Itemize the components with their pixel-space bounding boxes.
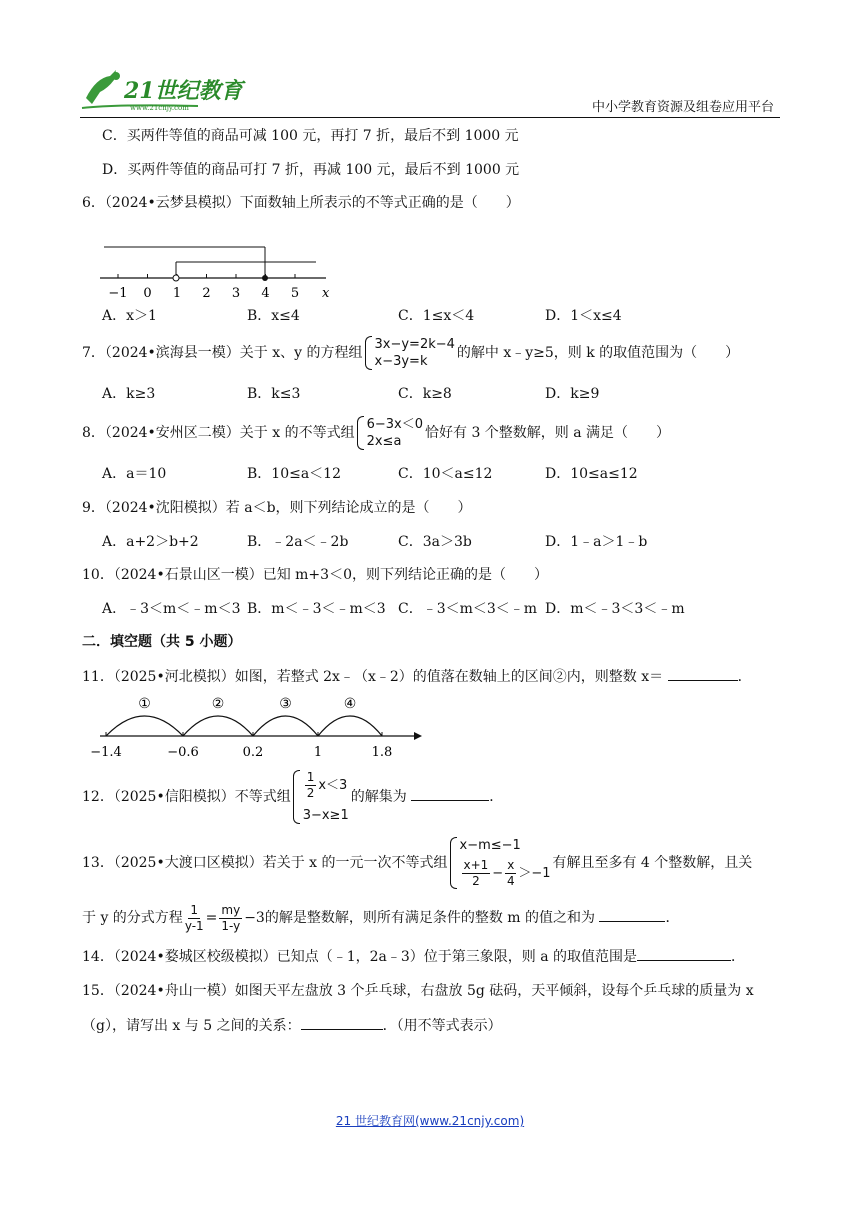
q13-f2-num: my [221,902,241,917]
q7-system [365,336,455,370]
q11-arc-label: ① [138,696,151,712]
q5-option-c: C．买两件等值的商品可减 100 元，再打 7 折，最后不到 1000 元 [102,128,519,144]
q13-f1-num: 1 [190,902,199,917]
q7-eq1: 3x−y=2k−4 [374,337,455,352]
q6-tick-label: 1 [172,286,182,301]
q13-stem [82,832,752,894]
q8-option-d: D．10≤a≤12 [545,466,638,482]
q13-prefix: 13．（2025•大渡口区模拟）若关于 x 的一元一次不等式组 [82,855,448,871]
q6-number-line [96,244,346,302]
footer-link[interactable]: 21 世纪教育网(www.21cnjy.com) [335,1114,525,1128]
q12-stem [82,768,503,826]
q13-system: x−m≤−1 $\frac{x+1}{2}$ − $\frac{x}{4}$ ＞−1 [450,837,551,889]
q11-interval-arc [183,716,253,736]
q8-prefix: 8．（2024•安州区二模）关于 x 的不等式组 [82,425,355,441]
q9-option-b: B．﹣2a＜﹣2b [247,534,349,550]
q13-suffix: 有解且至多有 4 个整数解，且关 [552,855,753,871]
q13-frac2-den: 4 [506,874,515,888]
q12-system [293,770,349,824]
q11-stem-a: 11．（2025•河北模拟）如图，若整式 2x﹣（x﹣2）的值落在数轴上的区间 [82,669,553,685]
q13-eq1: x−m≤−1 [459,838,521,853]
q11-interval-arc [106,716,183,736]
q7-option-c: C．k≥8 [398,386,452,402]
q15-line2 [82,1015,502,1036]
q11-interval-arc [318,716,382,736]
q10-stem: 10．（2024•石景山区一模）已知 m+3＜0，则下列结论正确的是（ ） [82,567,548,583]
q12-eq2: 3−x≥1 [302,808,349,823]
q7-option-b: B．k≤3 [247,386,301,402]
q14-stem [82,946,745,967]
q12-suffix: 的解集为 [350,789,407,805]
q9-option-d: D．1﹣a＞1﹣b [545,534,648,550]
q6-tick-label: 5 [290,286,300,301]
q12-eq1-rest: x＜3 [318,778,348,793]
q10-option-d: D．m＜﹣3＜3＜﹣m [545,601,685,617]
q11-circled: ② [552,669,567,685]
q12-frac-num: 1 [306,770,315,784]
q13-f1-den: y-1 [184,918,204,933]
q6-tick-label: 2 [202,286,211,301]
q15-line2-a: （g），请写出 x 与 5 之间的关系： [82,1018,301,1034]
q15-line2-b: ．（用不等式表示） [382,1018,502,1034]
q8-option-a: A．a＝10 [102,466,167,482]
q10-option-a: A．﹣3＜m＜﹣m＜3 [102,601,241,617]
q13-eq2-rest: ＞−1 [518,866,551,881]
q11-tick-label: 1 [313,745,323,760]
q13-end: ． [665,910,680,926]
q14-end: ． [731,949,746,965]
section-fill-in: 二．填空题（共 5 小题） [82,634,242,650]
logo-text: 21世纪教育 [124,78,243,104]
q9-option-a: A．a+2＞b+2 [102,534,199,550]
q11-stem [82,666,752,687]
q10-option-b: B．m＜﹣3＜﹣m＜3 [247,601,386,617]
axis-var-x: x [322,286,330,301]
q13-frac1-num: x+1 [463,858,489,872]
q11-end: ． [737,669,752,685]
q6-option-a: A．x＞1 [102,308,157,324]
q7-option-d: D．k≥9 [545,386,600,402]
q13-line2: 于 y 的分式方程 $\frac{1}{y-1}$ = $\frac{my}{1-y}$ −3的解是整数解，则所有满足条件的整数 m 的值之和为 ． [82,902,680,933]
platform-label: 中小学教育资源及组卷应用平台 [591,100,774,115]
q11-tick-label: −1.4 [90,745,122,760]
q8-eq2: 2x≤a [366,434,402,449]
q11-arc-label: ④ [343,696,357,712]
q14-stem-text: 14．（2024•婺城区校级模拟）已知点（﹣1，2a﹣3）位于第三象限，则 a 的取值范围是 [82,949,638,965]
q7-stem [82,334,739,372]
q6-tick-label: −1 [108,286,128,301]
q8-system [357,416,423,450]
q13-line2-suffix: 的解是整数解，则所有满足条件的整数 m 的值之和为 [264,910,596,926]
q7-prefix: 7．（2024•滨海县一模）关于 x、y 的方程组 [82,345,363,361]
q9-option-c: C．3a＞3b [398,534,472,550]
q11-stem-b: 内，则整数 x＝ [566,669,664,685]
footer [0,1112,860,1129]
q8-stem [82,414,670,452]
q13-f-rest: −3 [244,910,265,926]
q9-stem: 9．（2024•沈阳模拟）若 a＜b，则下列结论成立的是（ ） [82,500,472,516]
q10-option-c: C．﹣3＜m＜3＜﹣m [398,601,538,617]
header-divider [80,117,780,118]
q6-tick-label: 4 [261,286,270,301]
q7-option-a: A．k≥3 [102,386,156,402]
q15-line1: 15．（2024•舟山一模）如图天平左盘放 3 个乒乓球，右盘放 5g 砝码，天平倾斜，设每个乒乓球的质量为 x [82,983,754,999]
q15-answer-blank[interactable] [301,1015,383,1030]
q11-interval-arc [253,716,318,736]
q7-suffix: 的解中 x﹣y≥5，则 k 的取值范围为（ ） [456,345,740,361]
q6-tick-label: 0 [143,286,152,301]
q13-frac2-num: x [507,858,515,872]
q11-tick-label: −0.6 [167,745,199,760]
q8-eq1: 6−3x＜0 [366,417,423,432]
q12-answer-blank[interactable] [411,786,489,801]
q11-answer-blank[interactable] [668,666,738,681]
q11-arc-label: ③ [279,696,292,712]
q6-tick-label: 3 [231,286,241,301]
q12-end: ． [489,789,504,805]
open-circle-1 [173,275,179,281]
q13-f2-den: 1-y [221,918,241,933]
q8-option-c: C．10＜a≤12 [398,466,493,482]
q8-option-b: B．10≤a＜12 [247,466,341,482]
q5-option-d: D．买两件等值的商品可打 7 折，再减 100 元，最后不到 1000 元 [102,162,520,178]
q6-stem: 6．（2024•云梦县模拟）下面数轴上所表示的不等式正确的是（ ） [82,195,520,211]
q13-frac1-den: 2 [472,874,480,888]
q13-answer-blank[interactable] [599,907,665,922]
q7-eq2: x−3y=k [374,354,428,369]
q8-suffix: 恰好有 3 个整数解，则 a 满足（ ） [425,425,671,441]
q11-tick-label: 0.2 [242,745,264,760]
q14-answer-blank[interactable] [637,946,731,961]
closed-circle-4 [262,275,268,281]
q13-line2-prefix: 于 y 的分式方程 [82,910,183,926]
q6-option-c: C．1≤x＜4 [398,308,475,324]
q6-option-d: D．1＜x≤4 [545,308,622,324]
logo-url: www.21cnjy.com [130,104,189,112]
q11-number-line [90,692,426,762]
q12-prefix: 12．（2025•信阳模拟）不等式组 [82,789,291,805]
q11-tick-label: 1.8 [371,745,393,760]
q12-frac-den: 2 [306,786,315,800]
brand-logo [78,68,258,114]
q6-option-b: B．x≤4 [247,308,300,324]
q11-arc-label: ② [211,696,225,712]
